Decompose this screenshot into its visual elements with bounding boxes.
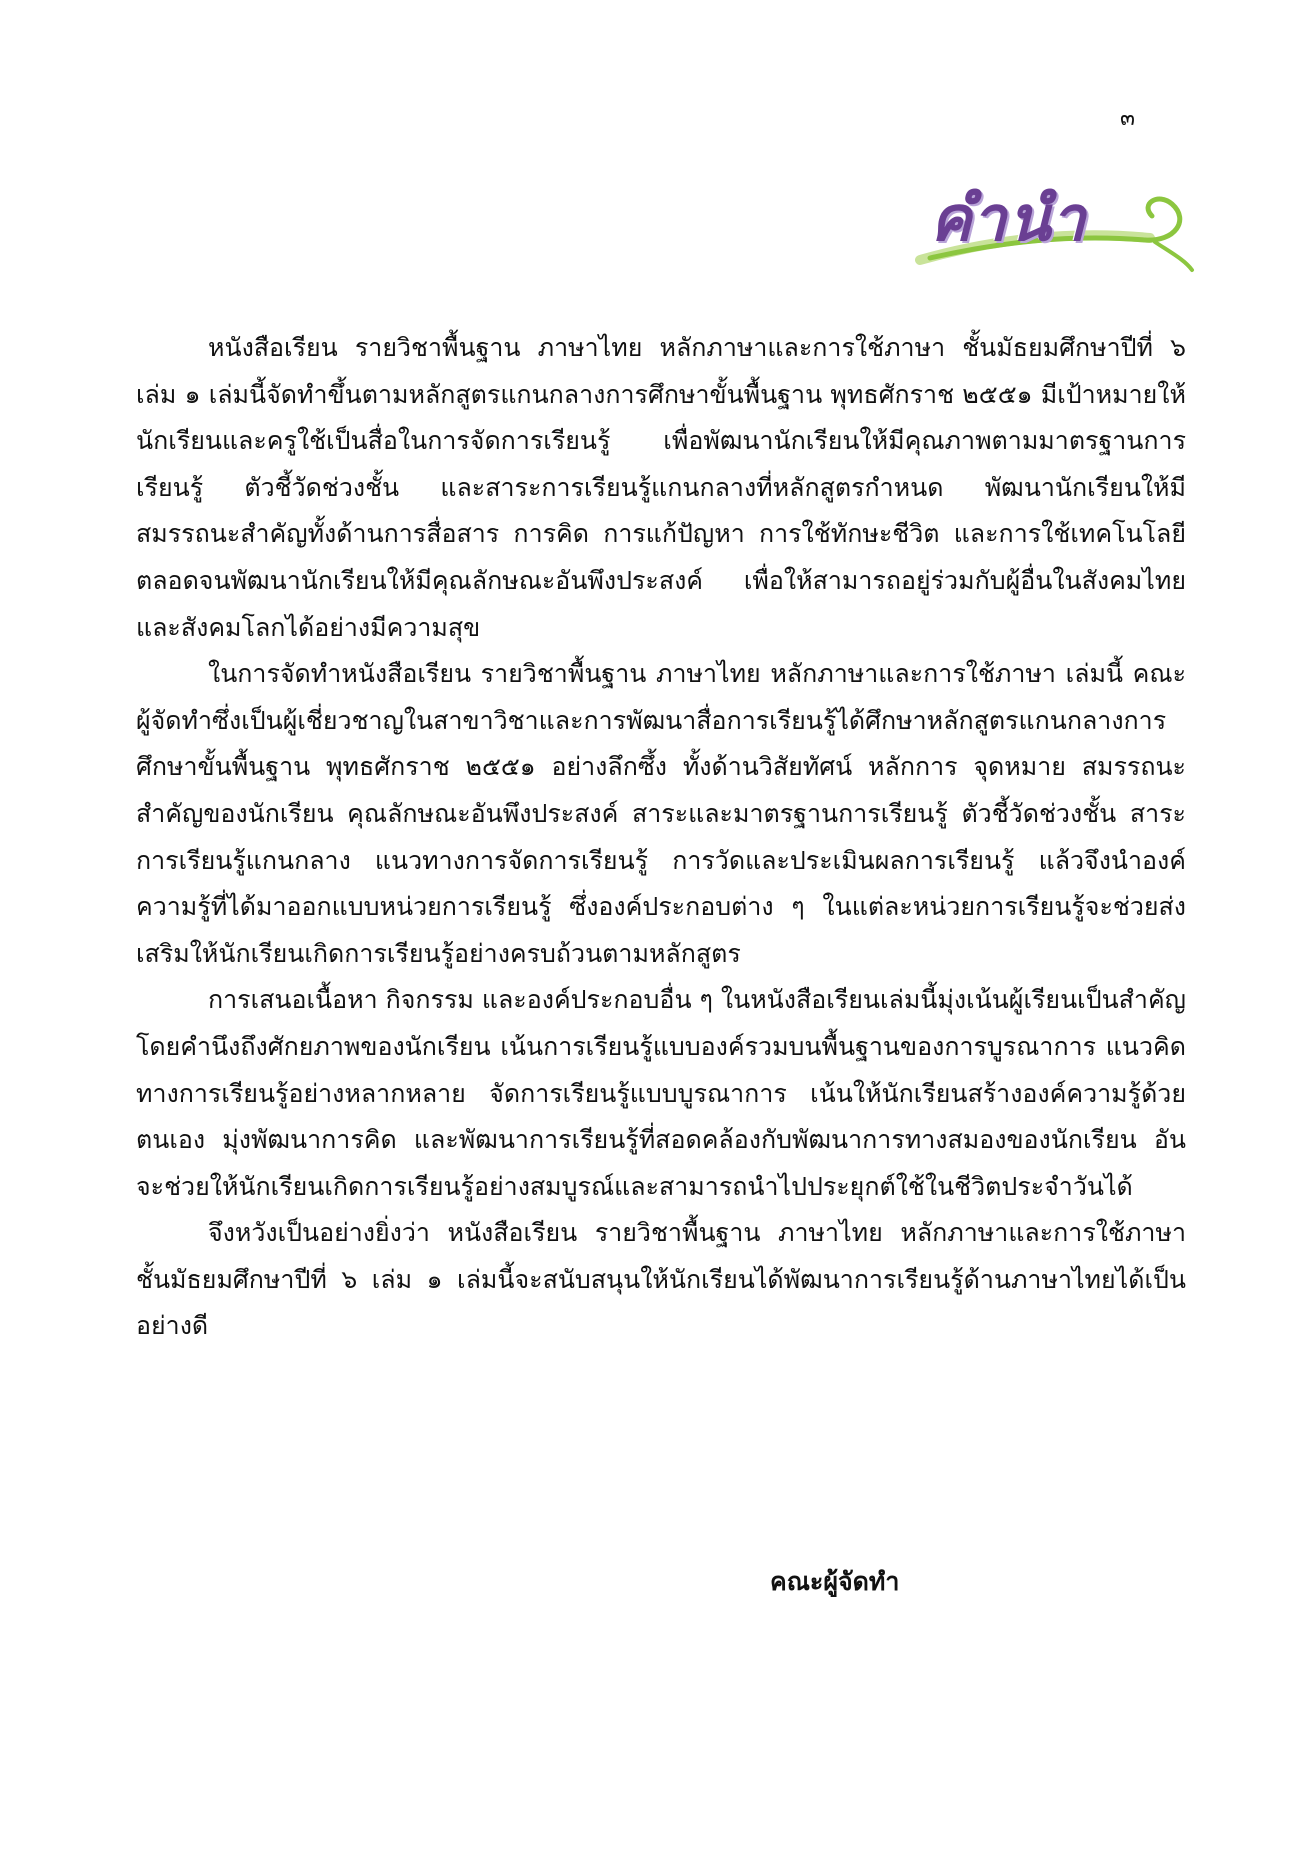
body-text xyxy=(136,325,1186,1350)
signature: คณะผู้จัดทำ xyxy=(770,1567,900,1596)
paragraph-4: จึงหวังเป็นอย่างยิ่งว่า หนังสือเรียน รายวิชาพื้นฐาน ภาษาไทย หลักภาษาและการใช้ภาษา ชั้นมัธยมศึกษาปีที่ ๖ เล่ม ๑ เล่มนี้จะสนับสนุนให้นักเรียนได้พัฒนาการเรียนรู้ด้านภาษาไทยได้เป็นอย่างดี xyxy=(136,1218,1186,1341)
heading-block xyxy=(900,160,1200,280)
page-number: ๓ xyxy=(1120,106,1136,131)
paragraph-3: การเสนอเนื้อหา กิจกรรม และองค์ประกอบอื่น ๆ ในหนังสือเรียนเล่มนี้มุ่งเน้นผู้เรียนเป็นสำคัญ โดยคำนึงถึงศักยภาพของนักเรียน เน้นการเรียนรู้แบบองค์รวมบนพื้นฐานของการบูรณาการ แนวคิดทางการเรียนรู้อย่างหลากหลาย จัดการเรียนรู้แบบบูรณาการ เน้นให้นักเรียนสร้างองค์ความรู้ด้วยตนเอง มุ่งพัฒนาการคิด และพัฒนาการเรียนรู้ที่สอดคล้องกับพัฒนาการทางสมองของนักเรียน อันจะช่วยให้นักเรียนเกิดการเรียนรู้อย่างสมบูรณ์และสามารถนำไปประยุกต์ใช้ในชีวิตประจำวันได้ xyxy=(136,985,1186,1201)
page-title: คำนำ xyxy=(930,182,1088,255)
paragraph-1: หนังสือเรียน รายวิชาพื้นฐาน ภาษาไทย หลักภาษาและการใช้ภาษา ชั้นมัธยมศึกษาปีที่ ๖ เล่ม ๑ เล่มนี้จัดทำขึ้นตามหลักสูตรแกนกลางการศึกษาขั้นพื้นฐาน พุทธศักราช ๒๕๕๑ มีเป้าหมายให้นักเรียนและครูใช้เป็นสื่อในการจัดการเรียนรู้ เพื่อพัฒนานักเรียนให้มีคุณภาพตามมาตรฐานการเรียนรู้ ตัวชี้วัดช่วงชั้น และสาระการเรียนรู้แกนกลางที่หลักสูตรกำหนด พัฒนานักเรียนให้มีสมรรถนะสำคัญทั้งด้านการสื่อสาร การคิด การแก้ปัญหา การใช้ทักษะชีวิต และการใช้เทคโนโลยี ตลอดจนพัฒนานักเรียนให้มีคุณลักษณะอันพึงประสงค์ เพื่อให้สามารถอยู่ร่วมกับผู้อื่นในสังคมไทยและสังคมโลกได้อย่างมีความสุข xyxy=(136,333,1186,642)
paragraph-2: ในการจัดทำหนังสือเรียน รายวิชาพื้นฐาน ภาษาไทย หลักภาษาและการใช้ภาษา เล่มนี้ คณะผู้จัดทำซึ่งเป็นผู้เชี่ยวชาญในสาขาวิชาและการพัฒนาสื่อการเรียนรู้ได้ศึกษาหลักสูตรแกนกลางการศึกษาขั้นพื้นฐาน พุทธศักราช ๒๕๕๑ อย่างลึกซึ้ง ทั้งด้านวิสัยทัศน์ หลักการ จุดหมาย สมรรถนะสำคัญของนักเรียน คุณลักษณะอันพึงประสงค์ สาระและมาตรฐานการเรียนรู้ ตัวชี้วัดช่วงชั้น สาระการเรียนรู้แกนกลาง แนวทางการจัดการเรียนรู้ การวัดและประเมินผลการเรียนรู้ แล้วจึงนำองค์ความรู้ที่ได้มาออกแบบหน่วยการเรียนรู้ ซึ่งองค์ประกอบต่าง ๆ ในแต่ละหน่วยการเรียนรู้จะช่วยส่งเสริมให้นักเรียนเกิดการเรียนรู้อย่างครบถ้วนตามหลักสูตร xyxy=(136,659,1186,968)
